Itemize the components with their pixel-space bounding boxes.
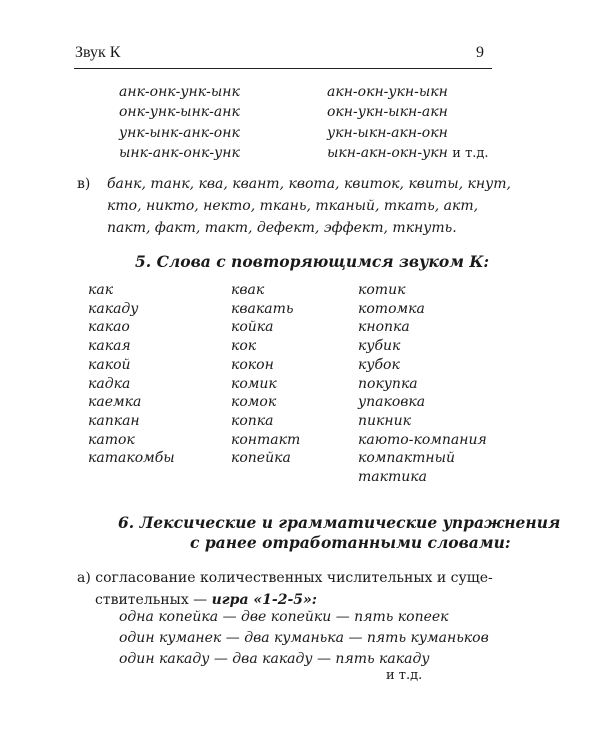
item-a-text: [77, 567, 493, 611]
example-line: один куманек — два куманька — пять куманьков: [119, 630, 489, 646]
word-item: каток: [88, 431, 135, 448]
syllable-text: ыкн-акн-окн-укн: [327, 144, 448, 161]
words-column-2: [231, 281, 300, 468]
word-item: кнопка: [358, 319, 410, 336]
game-colon: :: [311, 592, 317, 608]
word-item: упаковка: [358, 394, 426, 411]
word-item: как: [88, 282, 114, 298]
word-line: кто, никто, некто, ткань, тканый, ткать, акт,: [107, 198, 479, 214]
word-item: какаду: [88, 300, 139, 317]
word-item: квак: [231, 282, 265, 298]
words-column-3: [358, 281, 487, 487]
word-item: копка: [231, 412, 274, 429]
item-a-line-2-start: ствительных —: [95, 592, 212, 608]
example-line: один какаду — два какаду — пять какаду: [119, 651, 430, 667]
section-5-heading: 5. Слова с повторяющимся звуком К:: [135, 252, 490, 271]
example-line: одна копейка — две копейки — пять копеек: [119, 609, 449, 625]
word-item: кубок: [358, 356, 400, 373]
words-column-1: [88, 281, 175, 468]
etc-note: и т.д.: [452, 145, 489, 161]
syllable-row: окн-укн-ыкн-акн: [327, 104, 448, 121]
examples-list: [119, 607, 489, 670]
section-6-heading-line-1: 6. Лексические и грамматические упражнения: [118, 513, 561, 532]
etc-note-bottom: и т.д.: [386, 668, 423, 683]
syllable-row: укн-ыкн-акн-окн: [327, 124, 448, 141]
word-item: какой: [88, 356, 131, 373]
word-item: каемка: [88, 394, 142, 411]
game-name: игра «1-2-5»: [211, 592, 312, 608]
word-item: компактный: [358, 450, 456, 467]
item-a-line-1: а) согласование количественных числительных и суще-: [77, 570, 493, 586]
word-line: банк, танк, ква, квант, квота, квиток, квиты, кнут,: [107, 176, 511, 192]
syllable-row: ынк-анк-онк-унк: [119, 144, 240, 161]
word-item: какао: [88, 319, 130, 336]
word-item: котомка: [358, 300, 425, 317]
word-item: капкан: [88, 412, 140, 429]
word-item: комок: [231, 394, 277, 411]
word-item: комик: [231, 375, 277, 392]
header-rule: [74, 68, 492, 69]
syllable-row: унк-ынк-анк-онк: [119, 124, 240, 141]
word-item: пикник: [358, 412, 411, 429]
word-item: покупка: [358, 375, 418, 392]
syllable-row: [327, 143, 489, 164]
word-item: контакт: [231, 431, 301, 448]
word-item: квакать: [231, 300, 294, 317]
word-item: каюто-компания: [358, 431, 487, 448]
word-line: пакт, факт, такт, дефект, эффект, ткнуть.: [107, 220, 457, 236]
running-header-title: Звук К: [75, 44, 121, 61]
word-item: какая: [88, 338, 131, 355]
word-item: кадка: [88, 375, 131, 392]
page-number: 9: [476, 44, 484, 61]
word-item: кубик: [358, 338, 401, 355]
word-item: котик: [358, 282, 406, 298]
section-v-words: [107, 173, 511, 239]
syllables-right-column: [327, 82, 489, 164]
syllable-row: онк-унк-ынк-анк: [119, 104, 240, 121]
word-item: кок: [231, 338, 257, 355]
word-item: копейка: [231, 450, 291, 467]
syllable-row: анк-онк-унк-ынк: [119, 84, 240, 100]
word-item: койка: [231, 319, 274, 336]
word-item: кокон: [231, 356, 274, 373]
word-item: тактика: [358, 469, 427, 486]
syllables-left-column: [119, 82, 240, 163]
section-v-marker: в): [77, 176, 91, 192]
section-6-heading-line-2: с ранее отработанными словами:: [190, 533, 511, 552]
syllable-row: акн-окн-укн-ыкн: [327, 84, 448, 100]
word-item: катакомбы: [88, 450, 175, 467]
